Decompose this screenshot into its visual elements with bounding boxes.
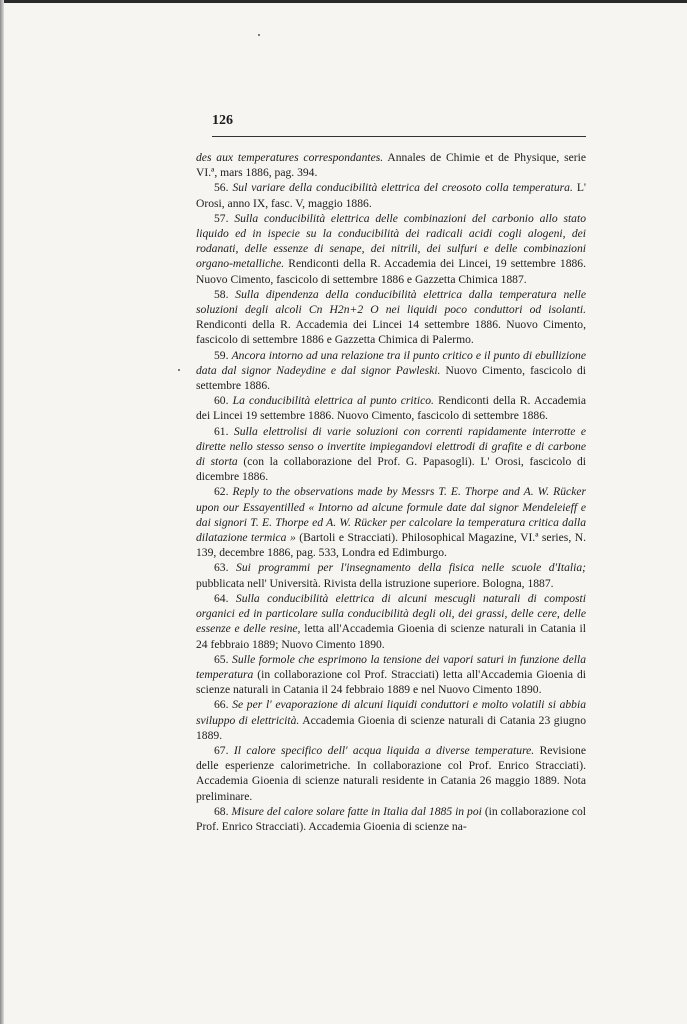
entry-number: 68. — [214, 804, 229, 818]
entry-title: Sulla conducibilità elettrica di alcuni mescugli naturali di composti organici ed in particolare sulla conducibilità degli oli, dei grassi, delle cere, delle essenze e delle resine, — [196, 591, 586, 636]
bibliography-entry — [196, 287, 586, 348]
entry-title: Il calore specifico dell' acqua liquida a diverse temperature. — [233, 743, 535, 757]
entry-number: 61. — [214, 424, 229, 438]
entry-title: Sulla conducibilità elettrica delle combinazioni del carbonio allo stato liquido ed in ispecie su la conducibilità dei radicali acidi cogli alogeni, dei rodanati, delle essenze di senape, dei nitrili, dei sulfuri e delle combinazioni organo-metalliche. — [196, 211, 586, 271]
entry-details: (in collaborazione col Prof. Enrico Stracciati). Accademia Gioenia di scienze na- — [196, 804, 586, 833]
entry-details: Revisione delle esperienze calorimetriche. In collaborazione col Prof. Enrico Stracciati). Accademia Gioenia di scienze naturali residente in Catania 26 maggio 1889. Nota preliminare. — [196, 743, 586, 803]
entry-title: Sui programmi per l'insegnamento della fisica nelle scuole d'Italia; — [236, 561, 586, 575]
entry-title: Sulla elettrolisi di varie soluzioni con correnti rapidamente interrotte e dirette nello stesso senso o invertite impiegandovi elettrodi di grafite e di carbone di storta — [196, 424, 586, 469]
bibliography-entry — [196, 211, 586, 287]
speck — [178, 369, 180, 371]
entry-number: 60. — [214, 394, 229, 408]
entry-details: Nuovo Cimento, fascicolo di settembre 1886. — [196, 363, 587, 393]
entry-number: 59. — [214, 348, 229, 362]
entry-title: Sulle formole che esprimono la tensione dei vapori saturi in funzione della temperatura — [196, 652, 586, 681]
header-rule — [212, 136, 586, 137]
bibliography-entry — [196, 804, 586, 834]
bibliography-entry — [196, 697, 586, 743]
bibliography-entry — [196, 560, 586, 590]
entry-number: 67. — [214, 743, 229, 757]
entry-details: (in collaborazione col Prof. Stracciati) letta all'Accademia Gioenia di scienze naturali in Catania il 24 febbraio 1889 e nel Nuovo Cimento 1890. — [196, 667, 586, 697]
entry-number: 63. — [214, 561, 229, 575]
entry-details: Rendiconti della R. Accademia dei Lincei 19 settembre 1886. Nuovo Cimento, fascicolo di settembre 1886. — [196, 394, 587, 423]
entry-details: Annales de Chimie et de Physique, serie VI.ª, mars 1886, pag. 394. — [196, 151, 586, 180]
entry-details: letta all'Accademia Gioenia di scienze naturali in Catania il 24 febbraio 1889; Nuovo Cimento 1890. — [196, 622, 586, 651]
entry-details: Rendiconti della R. Accademia dei Lincei, 19 settembre 1886. Nuovo Cimento, fascicolo di settembre 1886 e Gazzetta Chimica 1887. — [196, 257, 586, 286]
entry-details: Accademia Gioenia di scienze naturali di Catania 23 giugno 1889. — [196, 713, 587, 742]
entry-number: 64. — [214, 591, 229, 605]
entry-title: Misure del calore solare fatte in Italia dal 1885 in poi — [231, 804, 482, 818]
entry-number: 57. — [214, 211, 229, 225]
bibliography-entry — [196, 424, 586, 485]
bibliography-entry — [196, 348, 586, 394]
bibliography-entry — [196, 484, 586, 560]
bibliography-entry — [196, 393, 586, 423]
entry-title: Sulla dipendenza della conducibilità elettrica dalla temperatura nelle soluzioni degli alcoli Cn H2n+2 O nei liquidi poco conduttori od isolanti. — [196, 287, 586, 317]
entry-number: 62. — [214, 485, 229, 499]
entry-title: Reply to the observations made by Messrs T. E. Thorpe and A. W. Rücker upon our Essayentilled « Intorno ad alcune formule date dal signor Mendeleieff e dai signori T. E. Thorpe ed A. W. Rücker per calcolare la temperatura critica dalla dilatazione termica » — [196, 485, 586, 545]
speck — [258, 34, 260, 36]
entry-number: 56. — [214, 181, 229, 195]
entry-details: (con la collaborazione del Prof. G. Papasogli). L' Orosi, fascicolo di dicembre 1886. — [196, 455, 586, 484]
entry-title: Sul variare della conducibilità elettrica del creosoto colla temperatura. — [232, 181, 573, 195]
entry-number: 65. — [214, 652, 229, 666]
entry-details: (Bartoli e Stracciati). Philosophical Magazine, VI.ª series, N. 139, decembre 1886, pag. 533, Londra ed Edimburgo. — [196, 531, 586, 560]
bibliography-entry — [196, 652, 586, 698]
bibliography-entry — [196, 180, 586, 210]
entry-title: La conducibilità elettrica al punto critico. — [232, 394, 434, 408]
entry-details: Rendiconti della R. Accademia dei Lincei 14 settembre 1886. Nuovo Cimento, fascicolo di settembre 1886 e Gazzetta Chimica di Palermo. — [196, 318, 586, 347]
entry-title: Ancora intorno ad una relazione tra il punto critico e il punto di ebullizione data dal signor Nadeydine e dal signor Pawleski. — [196, 348, 586, 377]
entry-title: des aux temperatures correspondantes. — [196, 151, 384, 164]
entry-number: 66. — [214, 698, 229, 712]
scan-edge-top — [0, 0, 687, 3]
scan-edge-left — [0, 0, 4, 1024]
bibliography-entry — [196, 743, 586, 804]
entry-details: pubblicata nell' Università. Rivista della istruzione superiore. Bologna, 1887. — [196, 576, 554, 590]
bibliography-list — [196, 150, 586, 834]
page-number: 126 — [212, 113, 233, 128]
bibliography-entry — [196, 150, 586, 180]
entry-title: Se per l' evaporazione di alcuni liquidi conduttori e molto volatili si abbia sviluppo di elettricità. — [196, 698, 586, 727]
entry-number: 58. — [214, 287, 229, 301]
bibliography-entry — [196, 591, 586, 652]
entry-details: L' Orosi, anno IX, fasc. V, maggio 1886. — [196, 181, 586, 210]
